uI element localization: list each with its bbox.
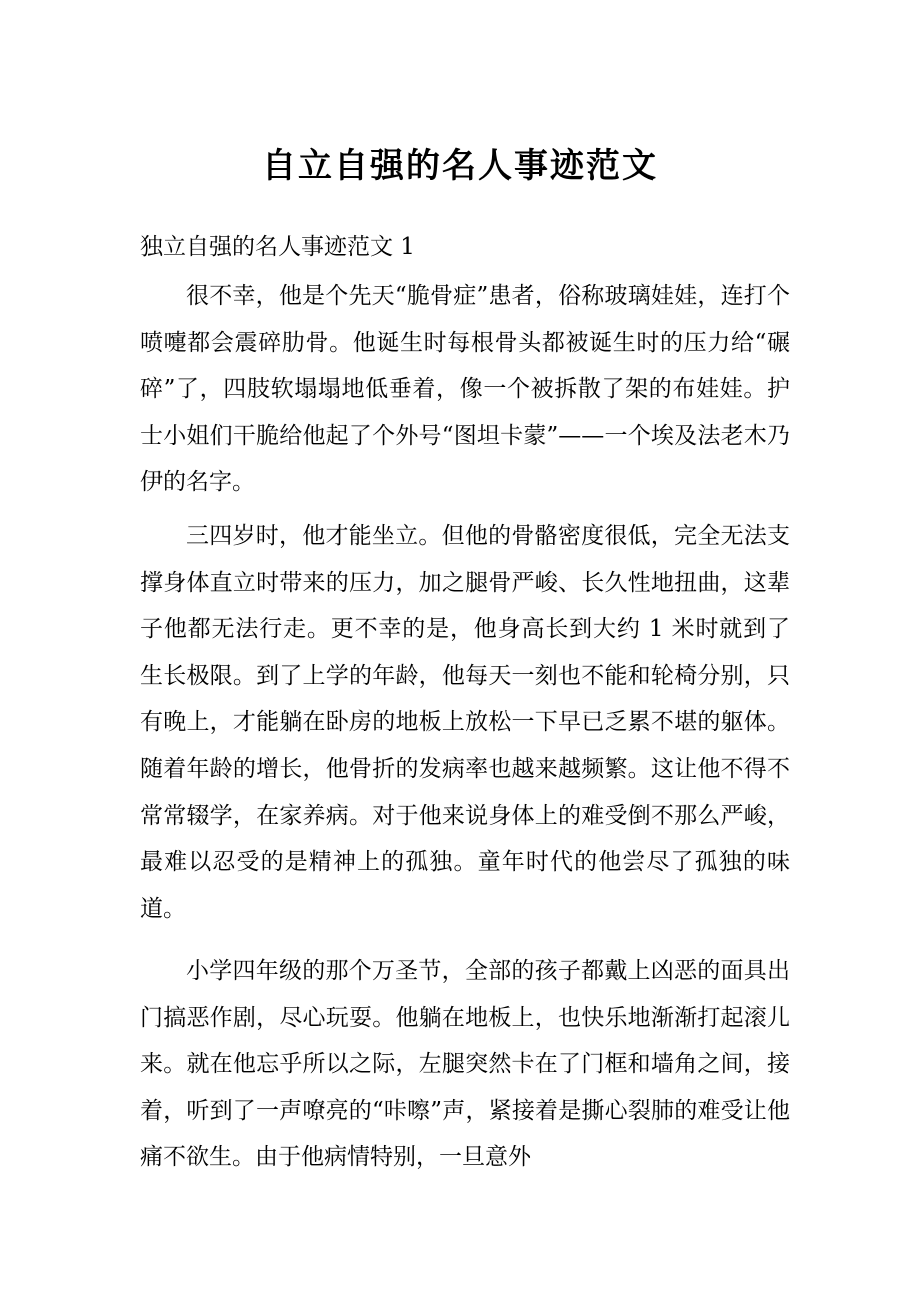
page-title: 自立自强的名人事迹范文 bbox=[262, 146, 658, 186]
paragraph-3: 小学四年级的那个万圣节，全部的孩子都戴上凶恶的面具出门搞恶作剧，尽心玩耍。他躺在地板上，也快乐地渐渐打起滚儿来。就在他忘乎所以之际，左腿突然卡在了门框和墙角之间，接着，听到了一声嘹亮的“咔嚓”声，紧接着是撕心裂肺的难受让他痛不欲生。由于他病情特别，一旦意外 bbox=[140, 958, 790, 1171]
section-heading: 独立自强的名人事迹范文 1 bbox=[140, 234, 415, 260]
paragraph-1: 很不幸，他是个先天“脆骨症”患者，俗称玻璃娃娃，连打个喷嚏都会震碎肋骨。他诞生时每根骨头都被诞生时的压力给“碾碎”了，四肢软塌塌地低垂着，像一个被拆散了架的布娃娃。护士小姐们干脆给他起了个外号“图坦卡蒙”——一个埃及法老木乃伊的名字。 bbox=[140, 283, 790, 496]
paragraph-2: 三四岁时，他才能坐立。但他的骨骼密度很低，完全无法支撑身体直立时带来的压力，加之腿骨严峻、长久性地扭曲，这辈子他都无法行走。更不幸的是，他身高长到大约 1 米时就到了生长极限。到了上学的年龄，他每天一刻也不能和轮椅分别，只有晚上，才能躺在卧房的地板上放松一下早已乏累不堪的躯体。随着年龄的增长，他骨折的发病率也越来越频繁。这让他不得不常常辍学，在家养病。对于他来说身体上的难受倒不那么严峻，最难以忍受的是精神上的孤独。童年时代的他尝尽了孤独的味道。 bbox=[140, 523, 790, 922]
